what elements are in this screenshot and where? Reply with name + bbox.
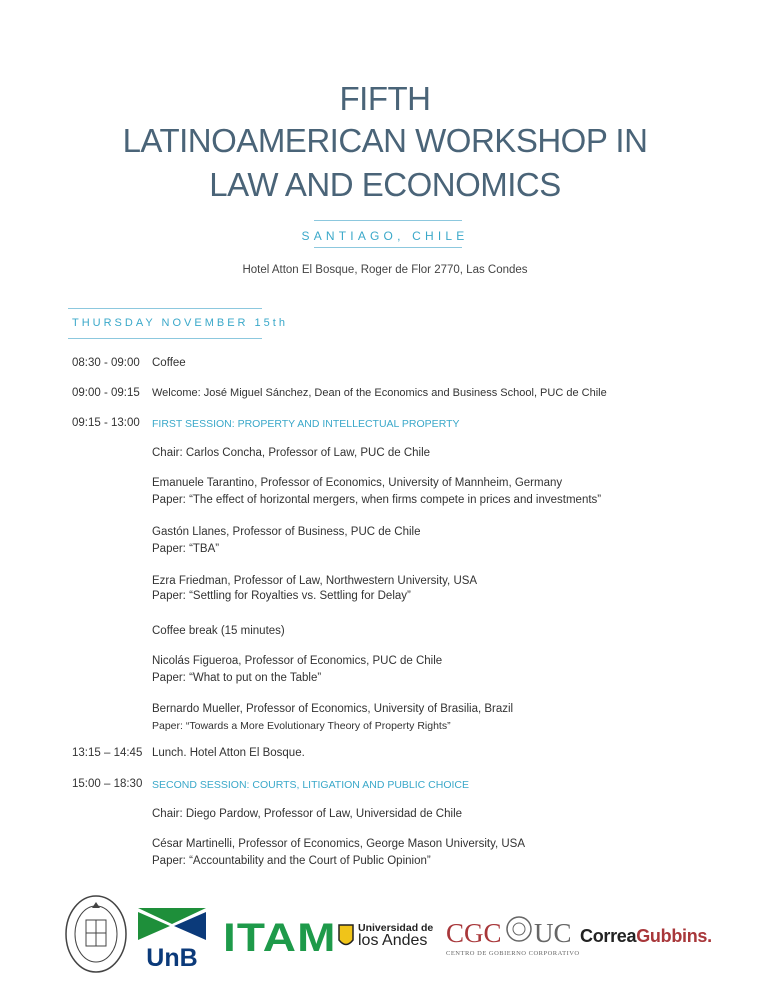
- itam-logo: ITAM: [223, 916, 337, 960]
- unb-logo: [138, 908, 206, 972]
- coffee-break: Coffee break (15 minutes): [152, 625, 285, 637]
- uc-seal-icon: [506, 914, 532, 944]
- speaker-name: Emanuele Tarantino, Professor of Economics, University of Mannheim, Germany: [152, 477, 563, 489]
- puc-logo: [64, 894, 128, 974]
- unb-text: UnB: [146, 944, 198, 972]
- city-label: SANTIAGO, CHILE: [301, 229, 469, 243]
- day-rule-top: [68, 308, 262, 309]
- session-2-chair: Chair: Diego Pardow, Professor of Law, Universidad de Chile: [152, 808, 463, 820]
- speaker-paper: Paper: “Settling for Royalties vs. Settling for Delay”: [152, 590, 411, 602]
- speaker-name: Bernardo Mueller, Professor of Economics, University of Brasilia, Brazil: [152, 703, 514, 715]
- speaker-paper: Paper: “TBA”: [152, 543, 220, 555]
- title-line-3: LAW AND ECONOMICS: [209, 166, 561, 203]
- speaker-name: César Martinelli, Professor of Economics, George Mason University, USA: [152, 838, 526, 850]
- time-coffee: 08:30 - 09:00: [72, 357, 140, 369]
- unb-mark-icon: [138, 908, 206, 940]
- speaker-paper: Paper: “Towards a More Evolutionary Theory of Property Rights”: [152, 720, 451, 732]
- andes-text-2: los Andes: [358, 932, 428, 949]
- venue-address: Hotel Atton El Bosque, Roger de Flor 2770, Las Condes: [242, 264, 528, 276]
- time-session-1: 09:15 - 13:00: [72, 417, 140, 429]
- correa-text: Correa: [580, 926, 637, 946]
- day-rule-bottom: [68, 338, 262, 339]
- time-session-2: 15:00 – 18:30: [72, 778, 143, 790]
- time-welcome: 09:00 - 09:15: [72, 387, 140, 399]
- gubbins-text: Gubbins.: [636, 926, 712, 946]
- correa-gubbins-logo: [580, 926, 712, 947]
- andes-logo: [338, 922, 438, 962]
- cgc-uc-logo: [446, 912, 580, 962]
- speaker-paper: Paper: “The effect of horizontal mergers, when firms compete in prices and investments”: [152, 494, 602, 506]
- title-line-2: LATINOAMERICAN WORKSHOP IN: [122, 122, 648, 159]
- item-coffee: Coffee: [152, 357, 186, 369]
- andes-shield-icon: [338, 924, 354, 950]
- city-rule-top: [314, 220, 462, 221]
- item-lunch: Lunch. Hotel Atton El Bosque.: [152, 747, 305, 759]
- speaker-name: Gastón Llanes, Professor of Business, PUC de Chile: [152, 526, 421, 538]
- speaker-name: Ezra Friedman, Professor of Law, Northwestern University, USA: [152, 575, 478, 587]
- uc-text: UC: [534, 918, 572, 948]
- cgc-text: CGC: [446, 918, 502, 948]
- andes-text-1: Universidad de: [358, 922, 434, 934]
- speaker-name: Nicolás Figueroa, Professor of Economics, PUC de Chile: [152, 655, 443, 667]
- day-heading: THURSDAY NOVEMBER 15th: [72, 317, 288, 329]
- item-welcome: Welcome: José Miguel Sánchez, Dean of the Economics and Business School, PUC de Chile: [152, 387, 607, 399]
- speaker-paper: Paper: “What to put on the Table”: [152, 672, 322, 684]
- sponsor-logos: [0, 890, 770, 990]
- session-1-title: FIRST SESSION: PROPERTY AND INTELLECTUAL PROPERTY: [152, 418, 460, 430]
- cgc-subtitle: CENTRO DE GOBIERNO CORPORATIVO: [446, 950, 580, 957]
- title-line-1: FIFTH: [339, 80, 431, 117]
- city-rule-bottom: [314, 247, 462, 248]
- speaker-paper: Paper: “Accountability and the Court of Public Opinion”: [152, 855, 431, 867]
- session-2-title: SECOND SESSION: COURTS, LITIGATION AND PUBLIC CHOICE: [152, 779, 469, 791]
- time-lunch: 13:15 – 14:45: [72, 747, 143, 759]
- session-1-chair: Chair: Carlos Concha, Professor of Law, PUC de Chile: [152, 447, 431, 459]
